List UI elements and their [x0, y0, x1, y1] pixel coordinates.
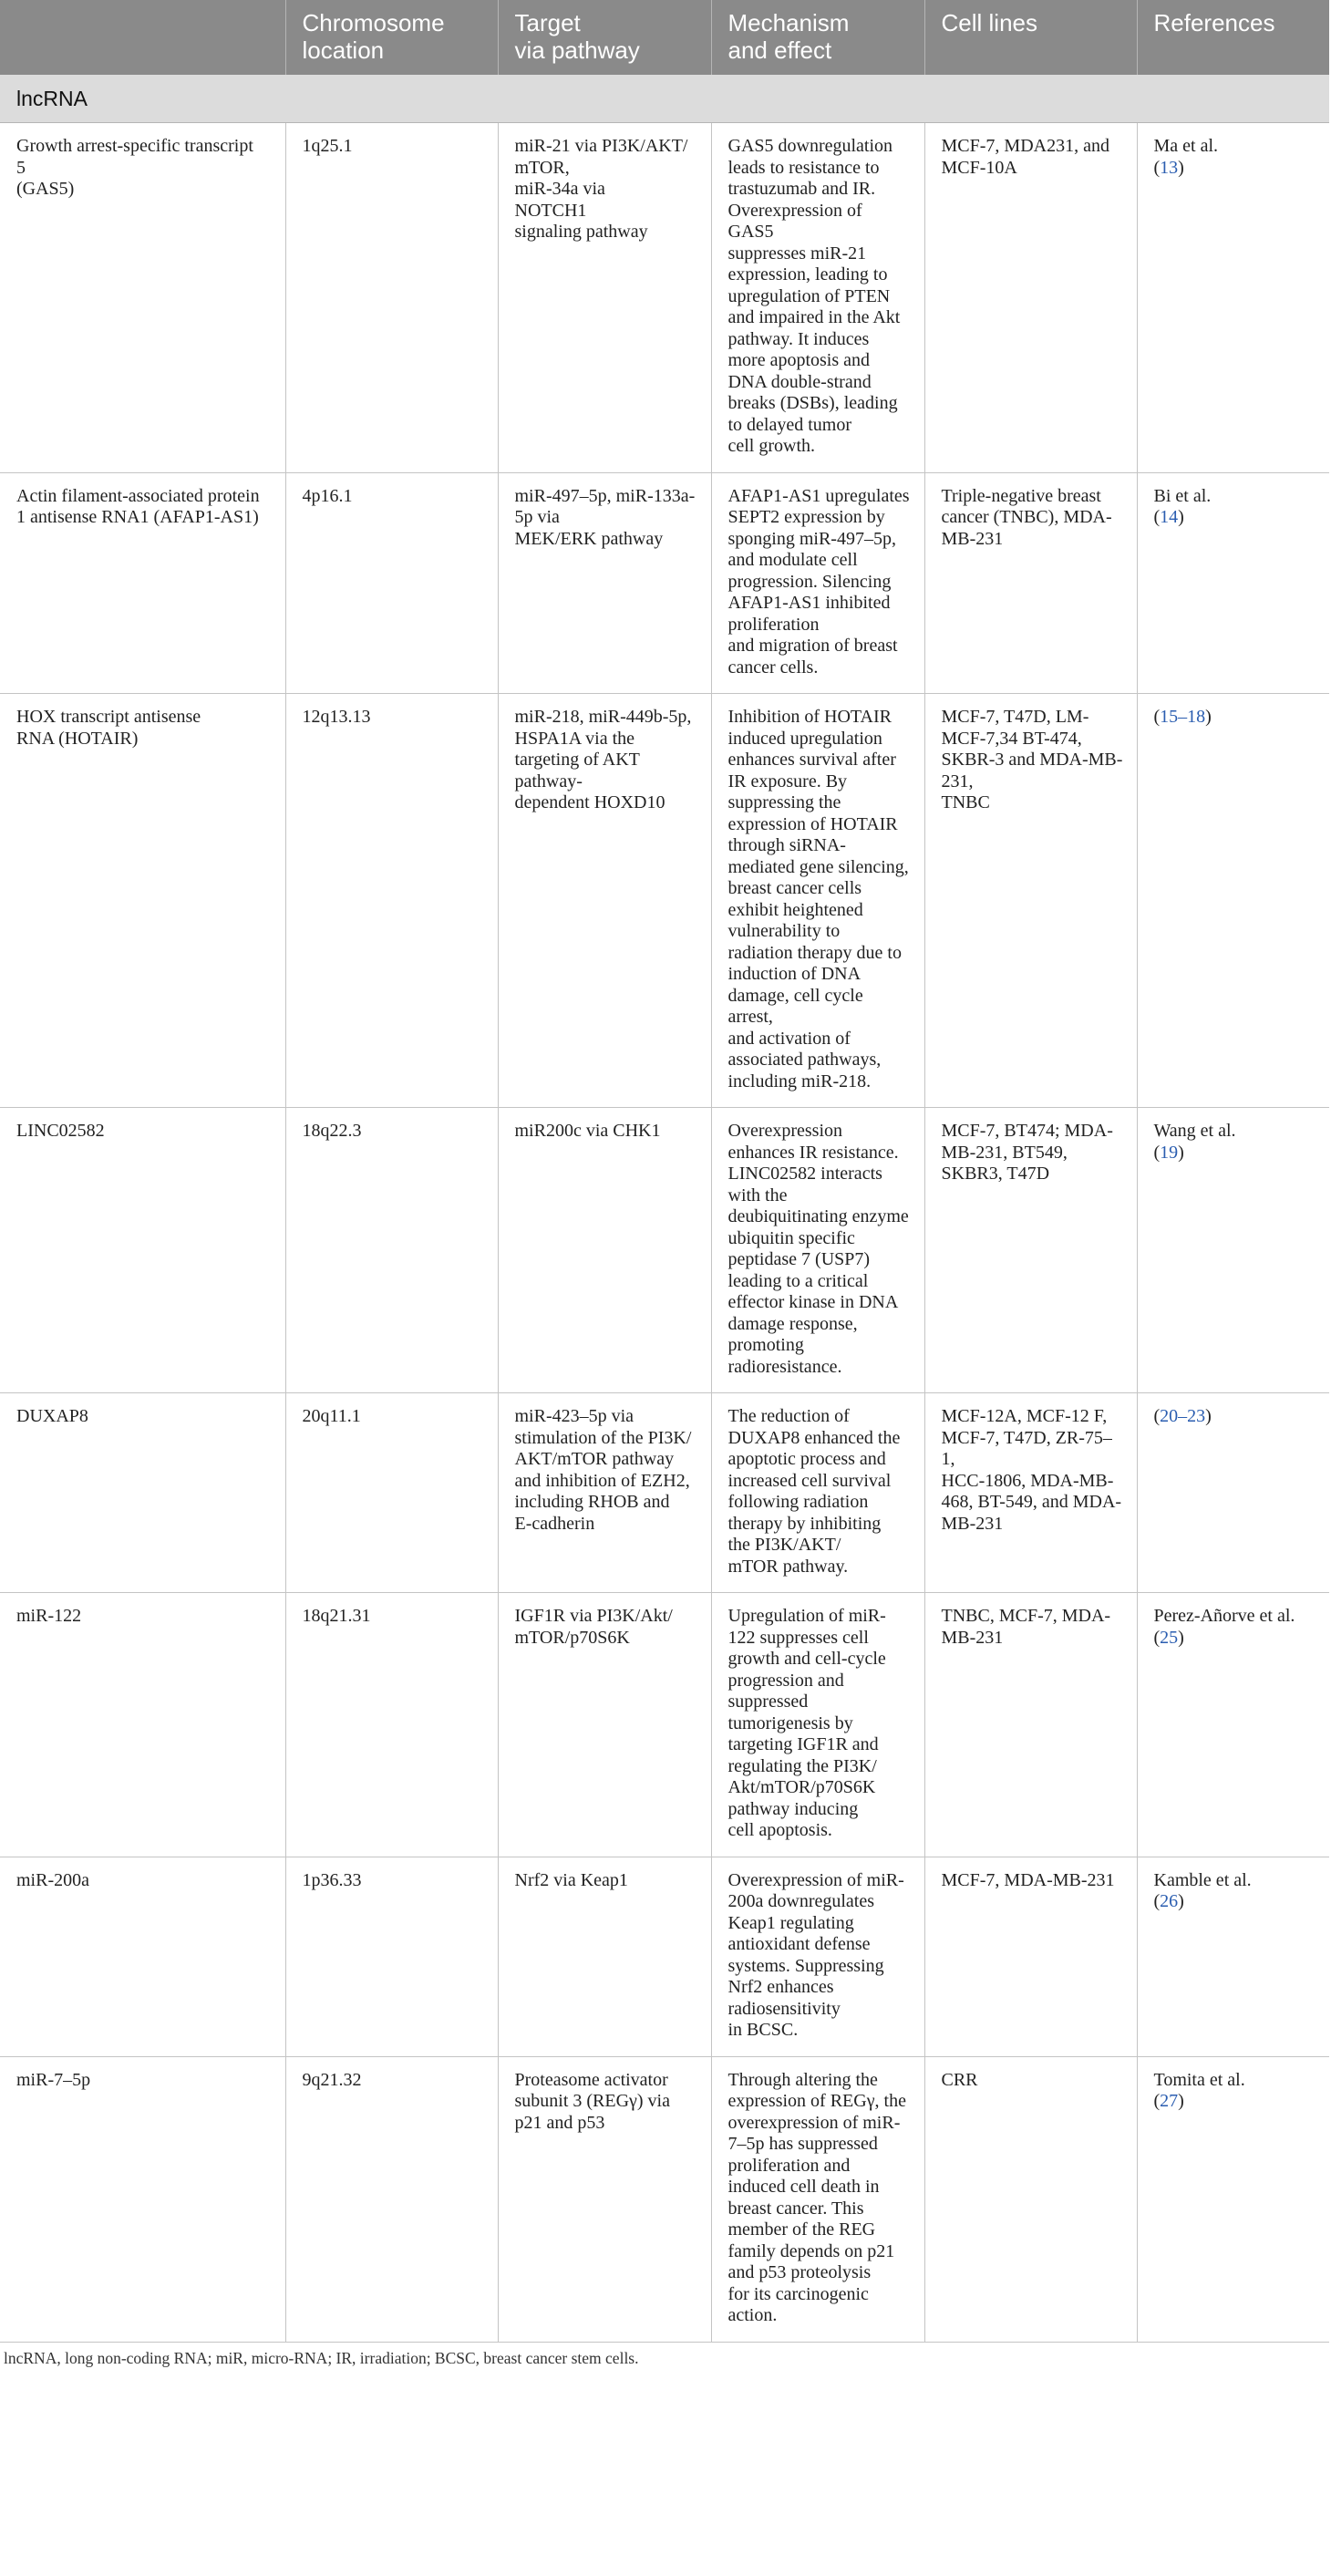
cell-cell-lines: [924, 1857, 1137, 2056]
cell-text-line: Nrf2 enhances: [727, 1977, 834, 1997]
cell-cell-lines: [924, 1393, 1137, 1593]
cell-text-line: following radiation: [727, 1492, 869, 1512]
cell-text-line: MCF-7, T47D, ZR-75–1,: [941, 1427, 1112, 1469]
cell-text-line: progression. Silencing: [727, 571, 892, 592]
table-row: [0, 1108, 1329, 1393]
header-text-line: Mechanism: [727, 9, 850, 36]
cell-text-line: 18q21.31: [302, 1606, 371, 1626]
cell-text-line: miR-7–5p: [16, 2069, 91, 2090]
cell-text-line: Nrf2 via Keap1: [514, 1869, 628, 1890]
cell-text-line: overexpression of miR-: [727, 2112, 901, 2133]
cell-text-line: HCC-1806, MDA-MB-: [941, 1470, 1114, 1491]
cell-cell-lines: [924, 472, 1137, 694]
cell-text-line: mTOR pathway.: [727, 1556, 849, 1577]
cell-text-line: (GAS5): [16, 179, 75, 199]
cell-text-line: damage response,: [727, 1313, 858, 1334]
cell-references: [1137, 694, 1329, 1108]
cell-text-line: 18q22.3: [302, 1121, 362, 1141]
cell-text-line: The reduction of: [727, 1406, 850, 1426]
cell-text-line: more apoptosis and: [727, 350, 871, 370]
cell-text-line: 12q13.13: [302, 707, 371, 727]
reference-text: (: [1153, 1627, 1161, 1648]
reference-line: [1154, 486, 1317, 508]
cell-text-line: suppressed: [727, 1691, 809, 1712]
cell-text-line: cancer cells.: [727, 657, 819, 678]
reference-link[interactable]: 26: [1160, 1891, 1179, 1911]
cell-text-line: subunit 3 (REGγ) via: [514, 2091, 670, 2111]
reference-text: ): [1205, 1406, 1212, 1426]
cell-text-line: increased cell survival: [727, 1470, 892, 1491]
cell-text-line: MB-231: [941, 528, 1004, 549]
cell-text-line: stimulation of the PI3K/: [514, 1427, 692, 1448]
reference-text: (: [1153, 507, 1161, 527]
cell-text-line: breaks (DSBs), leading: [727, 393, 898, 413]
cell-chromosome-location: [285, 472, 498, 694]
reference-text: Wang et al.: [1153, 1121, 1236, 1141]
cell-text-line: vulnerability to: [727, 921, 841, 941]
reference-text: (: [1153, 2091, 1161, 2111]
cell-text-line: in BCSC.: [727, 2020, 799, 2040]
cell-text-line: SEPT2 expression by: [727, 507, 885, 527]
cell-text-line: HOX transcript antisense: [16, 707, 201, 727]
cell-cell-lines: [924, 1108, 1137, 1393]
cell-text-line: enhances IR resistance.: [727, 1142, 899, 1163]
reference-line: [1154, 2091, 1317, 2113]
cell-text-line: with the: [727, 1185, 788, 1205]
cell-text-line: induced upregulation: [727, 728, 882, 749]
cell-text-line: 5p via: [514, 507, 560, 527]
cell-text-line: damage, cell cycle arrest,: [727, 985, 863, 1027]
reference-text: (: [1153, 1142, 1161, 1163]
reference-line: [1154, 507, 1317, 529]
cell-text-line: targeting of AKT: [514, 750, 640, 770]
cell-text-line: IR exposure. By: [727, 771, 848, 791]
cell-text-line: including miR-218.: [727, 1071, 872, 1091]
cell-target: [498, 2056, 711, 2342]
cell-text-line: p21 and p53: [514, 2112, 605, 2133]
cell-name: [0, 472, 285, 694]
cell-text-line: promoting: [727, 1335, 804, 1355]
cell-text-line: antioxidant defense: [727, 1934, 871, 1954]
table-row: [0, 1593, 1329, 1857]
cell-text-line: including RHOB and: [514, 1492, 670, 1512]
cell-references: [1137, 1393, 1329, 1593]
cell-text-line: 1 antisense RNA1 (AFAP1-AS1): [16, 507, 259, 527]
cell-text-line: AFAP1-AS1 upregulates: [727, 485, 910, 506]
cell-text-line: Triple-negative breast: [941, 485, 1101, 506]
cell-text-line: MCF-7,34 BT-474,: [941, 728, 1082, 749]
cell-text-line: and p53 proteolysis: [727, 2262, 872, 2282]
reference-link[interactable]: 15–18: [1160, 707, 1206, 727]
cell-text-line: breast cancer. This: [727, 2198, 864, 2219]
cell-mechanism: [711, 1857, 924, 2056]
reference-text: Tomita et al.: [1153, 2069, 1245, 2090]
cell-text-line: Overexpression of GAS5: [727, 200, 862, 242]
cell-text-line: Akt/mTOR/p70S6K: [727, 1777, 876, 1797]
cell-text-line: pathway. It induces: [727, 328, 870, 349]
cell-text-line: TNBC, MCF-7, MDA-: [941, 1606, 1111, 1626]
cell-text-line: and modulate cell: [727, 550, 858, 570]
cell-references: [1137, 1593, 1329, 1857]
cell-cell-lines: [924, 123, 1137, 473]
cell-text-line: HSPA1A via the: [514, 728, 635, 749]
cell-text-line: induced cell death in: [727, 2177, 880, 2197]
cell-cell-lines: [924, 2056, 1137, 2342]
cell-text-line: 1p36.33: [302, 1869, 362, 1890]
cell-text-line: miR-218, miR-449b-5p,: [514, 707, 692, 727]
cell-text-line: proliferation: [727, 614, 820, 635]
cell-text-line: 20q11.1: [302, 1406, 361, 1426]
cell-text-line: RNA (HOTAIR): [16, 728, 139, 749]
cell-cell-lines: [924, 694, 1137, 1108]
cell-text-line: 4p16.1: [302, 485, 353, 506]
cell-text-line: suppressing the: [727, 792, 841, 812]
cell-text-line: miR-200a: [16, 1869, 89, 1890]
cell-text-line: 468, BT-549, and MDA-: [941, 1492, 1122, 1512]
cell-chromosome-location: [285, 1593, 498, 1857]
cell-text-line: apoptotic process and: [727, 1449, 886, 1469]
reference-text: (: [1153, 707, 1161, 727]
cell-text-line: radiation therapy due to: [727, 942, 902, 963]
header-references: [1137, 0, 1329, 75]
cell-text-line: for its carcinogenic action.: [727, 2283, 869, 2325]
cell-text-line: miR-21 via PI3K/AKT/: [514, 136, 688, 156]
cell-text-line: mTOR,: [514, 157, 570, 178]
cell-text-line: tumorigenesis by: [727, 1712, 853, 1733]
cell-name: [0, 1393, 285, 1593]
table-row: [0, 1857, 1329, 2056]
cell-text-line: therapy by inhibiting: [727, 1513, 882, 1534]
cell-text-line: MB-231: [941, 1627, 1004, 1648]
cell-text-line: MCF-7, T47D, LM-: [941, 707, 1089, 727]
cell-references: [1137, 1108, 1329, 1393]
reference-line: [1154, 1143, 1317, 1164]
cell-text-line: LINC02582 interacts: [727, 1164, 882, 1184]
cell-chromosome-location: [285, 123, 498, 473]
cell-references: [1137, 1857, 1329, 2056]
cell-text-line: 5: [16, 157, 26, 178]
cell-text-line: and impaired in the Akt: [727, 307, 901, 327]
cell-text-line: pathway inducing: [727, 1798, 859, 1819]
reference-line: [1154, 1628, 1317, 1650]
cell-mechanism: [711, 1108, 924, 1393]
cell-text-line: MCF-7, MDA-MB-231: [941, 1869, 1115, 1890]
reference-line: [1154, 136, 1317, 158]
reference-text: ): [1178, 507, 1184, 527]
table-footnote: lncRNA, long non-coding RNA; miR, micro-RNA; IR, irradiation; BCSC, breast cancer stem cells.: [4, 2348, 639, 2367]
header-text-line: and effect: [727, 36, 832, 64]
cell-text-line: the PI3K/AKT/: [727, 1535, 841, 1555]
reference-text: ): [1205, 707, 1212, 727]
header-text-line: Chromosome: [302, 9, 445, 36]
cell-text-line: growth and cell-cycle: [727, 1649, 886, 1669]
cell-text-line: effector kinase in DNA: [727, 1292, 899, 1312]
cell-text-line: Actin filament-associated protein: [16, 485, 260, 506]
reference-line: [1154, 1606, 1317, 1628]
cell-text-line: expression, leading to: [727, 264, 888, 284]
header-target: [498, 0, 711, 75]
cell-name: [0, 123, 285, 473]
cell-mechanism: [711, 1593, 924, 1857]
cell-text-line: Upregulation of miR-: [727, 1606, 886, 1626]
cell-text-line: leading to a critical: [727, 1270, 869, 1291]
cell-text-line: AFAP1-AS1 inhibited: [727, 593, 891, 613]
reference-text: ): [1178, 157, 1184, 178]
header-text-line: Target: [514, 9, 581, 36]
reference-text: ): [1178, 1627, 1184, 1648]
cell-mechanism: [711, 472, 924, 694]
cell-text-line: signaling pathway: [514, 222, 648, 242]
cell-text-line: dependent HOXD10: [514, 792, 666, 812]
cell-text-line: through siRNA-: [727, 835, 846, 855]
cell-text-line: MB-231, BT549,: [941, 1142, 1068, 1163]
cell-name: [0, 1593, 285, 1857]
cell-text-line: 9q21.32: [302, 2069, 362, 2090]
cell-text-line: and inhibition of EZH2,: [514, 1470, 690, 1491]
cell-text-line: cell growth.: [727, 436, 816, 456]
cell-text-line: expression of HOTAIR: [727, 813, 898, 834]
cell-text-line: associated pathways,: [727, 1050, 882, 1070]
reference-line: [1154, 707, 1317, 729]
cell-text-line: DUXAP8: [16, 1406, 88, 1426]
reference-link[interactable]: 13: [1160, 157, 1179, 178]
cell-text-line: induction of DNA: [727, 964, 862, 984]
cell-text-line: Overexpression: [727, 1121, 843, 1141]
cell-mechanism: [711, 2056, 924, 2342]
cell-text-line: pathway-: [514, 771, 583, 791]
cell-name: [0, 2056, 285, 2342]
cell-text-line: MCF-12A, MCF-12 F,: [941, 1406, 1108, 1426]
cell-text-line: miR-497–5p, miR-133a-: [514, 485, 696, 506]
cell-text-line: regulating the PI3K/: [727, 1755, 877, 1776]
cell-text-line: miR-34a via: [514, 179, 605, 199]
reference-link[interactable]: 25: [1160, 1627, 1179, 1648]
header-mechanism: [711, 0, 924, 75]
cell-text-line: E-cadherin: [514, 1513, 595, 1534]
header-chromosome-location: [285, 0, 498, 75]
cell-text-line: trastuzumab and IR.: [727, 179, 876, 199]
cell-text-line: 1q25.1: [302, 136, 353, 156]
table-row: [0, 1393, 1329, 1593]
cell-target: [498, 1593, 711, 1857]
cell-text-line: MCF-10A: [941, 157, 1017, 178]
reference-link[interactable]: 14: [1160, 507, 1179, 527]
cell-text-line: miR-122: [16, 1606, 82, 1626]
cell-references: [1137, 2056, 1329, 2342]
section-label: lncRNA: [0, 75, 1329, 123]
cell-target: [498, 694, 711, 1108]
cell-text-line: family depends on p21: [727, 2240, 895, 2261]
cell-text-line: cell apoptosis.: [727, 1820, 832, 1840]
reference-text: (: [1153, 1891, 1161, 1911]
cell-text-line: TNBC: [941, 792, 990, 812]
cell-chromosome-location: [285, 2056, 498, 2342]
cell-text-line: MB-231: [941, 1513, 1004, 1534]
cell-text-line: DNA double-strand: [727, 371, 872, 392]
cell-mechanism: [711, 123, 924, 473]
cell-text-line: sponging miR-497–5p,: [727, 528, 896, 549]
table-row: [0, 694, 1329, 1108]
reference-text: Ma et al.: [1153, 136, 1219, 156]
cell-text-line: 200a downregulates: [727, 1891, 875, 1911]
cell-text-line: mediated gene silencing,: [727, 856, 909, 877]
cell-text-line: ubiquitin specific: [727, 1227, 855, 1248]
cell-mechanism: [711, 1393, 924, 1593]
reference-line: [1154, 2070, 1317, 2092]
cell-text-line: DUXAP8 enhanced the: [727, 1427, 901, 1448]
cell-text-line: radiosensitivity: [727, 1998, 841, 2019]
cell-text-line: miR-423–5p via: [514, 1406, 635, 1426]
cell-text-line: breast cancer cells: [727, 878, 862, 898]
cell-text-line: Proteasome activator: [514, 2069, 668, 2090]
cell-text-line: to delayed tumor: [727, 414, 852, 435]
reference-line: [1154, 1891, 1317, 1913]
cell-chromosome-location: [285, 1857, 498, 2056]
header-text-line: Cell lines: [941, 9, 1037, 36]
table-header-row: [0, 0, 1329, 75]
reference-link[interactable]: 20–23: [1160, 1406, 1206, 1426]
cell-text-line: upregulation of PTEN: [727, 285, 891, 306]
cell-text-line: progression and: [727, 1670, 844, 1691]
cell-chromosome-location: [285, 1108, 498, 1393]
reference-text: ): [1178, 1142, 1184, 1163]
cell-text-line: and migration of breast: [727, 636, 898, 656]
cell-text-line: MCF-7, MDA231, and: [941, 136, 1109, 156]
cell-target: [498, 1108, 711, 1393]
cell-target: [498, 123, 711, 473]
reference-link[interactable]: 27: [1160, 2091, 1179, 2111]
reference-line: [1154, 1406, 1317, 1428]
reference-text: Kamble et al.: [1153, 1869, 1252, 1890]
cell-text-line: AKT/mTOR pathway: [514, 1449, 675, 1469]
cell-text-line: suppresses miR-21: [727, 243, 867, 264]
cell-text-line: NOTCH1: [514, 200, 587, 221]
cell-text-line: deubiquitinating enzyme: [727, 1206, 909, 1226]
cell-text-line: Growth arrest-specific transcript: [16, 136, 253, 156]
header-cell-lines: [924, 0, 1137, 75]
cell-text-line: proliferation and: [727, 2155, 851, 2176]
cell-text-line: LINC02582: [16, 1121, 105, 1141]
cell-text-line: 122 suppresses cell: [727, 1627, 869, 1648]
reference-line: [1154, 1121, 1317, 1143]
cell-text-line: SKBR-3 and MDA-MB-: [941, 750, 1123, 770]
cell-text-line: IGF1R via PI3K/Akt/: [514, 1606, 673, 1626]
cell-text-line: 231,: [941, 771, 974, 791]
reference-text: (: [1153, 1406, 1161, 1426]
header-text-line: via pathway: [514, 36, 640, 64]
cell-text-line: CRR: [941, 2069, 978, 2090]
header-name: [0, 0, 285, 75]
table-row: [0, 472, 1329, 694]
reference-text: ): [1178, 1891, 1184, 1911]
cell-text-line: Overexpression of miR-: [727, 1869, 904, 1890]
reference-line: [1154, 158, 1317, 180]
table-row: [0, 2056, 1329, 2342]
reference-link[interactable]: 19: [1160, 1142, 1179, 1163]
cell-text-line: leads to resistance to: [727, 157, 880, 178]
cell-text-line: targeting IGF1R and: [727, 1734, 879, 1754]
cell-target: [498, 1393, 711, 1593]
reference-text: Bi et al.: [1153, 485, 1212, 506]
cell-text-line: peptidase 7 (USP7): [727, 1249, 871, 1269]
cell-text-line: GAS5 downregulation: [727, 136, 893, 156]
cell-text-line: member of the REG: [727, 2219, 876, 2240]
cell-text-line: cancer (TNBC), MDA-: [941, 507, 1112, 527]
cell-name: [0, 1108, 285, 1393]
cell-text-line: MCF-7, BT474; MDA-: [941, 1121, 1113, 1141]
cell-text-line: enhances survival after: [727, 750, 896, 770]
cell-text-line: miR200c via CHK1: [514, 1121, 661, 1141]
cell-name: [0, 1857, 285, 2056]
cell-cell-lines: [924, 1593, 1137, 1857]
table-row: [0, 123, 1329, 473]
cell-name: [0, 694, 285, 1108]
cell-mechanism: [711, 694, 924, 1108]
cell-text-line: mTOR/p70S6K: [514, 1627, 630, 1648]
cell-text-line: MEK/ERK pathway: [514, 528, 664, 549]
cell-text-line: and activation of: [727, 1028, 851, 1049]
cell-target: [498, 472, 711, 694]
cell-text-line: Inhibition of HOTAIR: [727, 707, 892, 727]
cell-target: [498, 1857, 711, 2056]
cell-references: [1137, 472, 1329, 694]
cell-text-line: Through altering the: [727, 2069, 878, 2090]
cell-text-line: exhibit heightened: [727, 899, 863, 920]
cell-chromosome-location: [285, 694, 498, 1108]
header-text-line: References: [1153, 9, 1275, 36]
reference-text: Perez-Añorve et al.: [1153, 1606, 1295, 1626]
cell-text-line: SKBR3, T47D: [941, 1164, 1050, 1184]
cell-references: [1137, 123, 1329, 473]
cell-text-line: systems. Suppressing: [727, 1955, 884, 1976]
reference-text: (: [1153, 157, 1161, 178]
header-text-line: location: [302, 36, 385, 64]
cell-text-line: radioresistance.: [727, 1356, 842, 1377]
cell-text-line: 7–5p has suppressed: [727, 2134, 878, 2154]
cell-text-line: Keap1 regulating: [727, 1912, 854, 1933]
section-row: [0, 75, 1329, 123]
cell-text-line: expression of REGγ, the: [727, 2091, 906, 2111]
reference-line: [1154, 1870, 1317, 1892]
cell-chromosome-location: [285, 1393, 498, 1593]
reference-text: ): [1178, 2091, 1184, 2111]
